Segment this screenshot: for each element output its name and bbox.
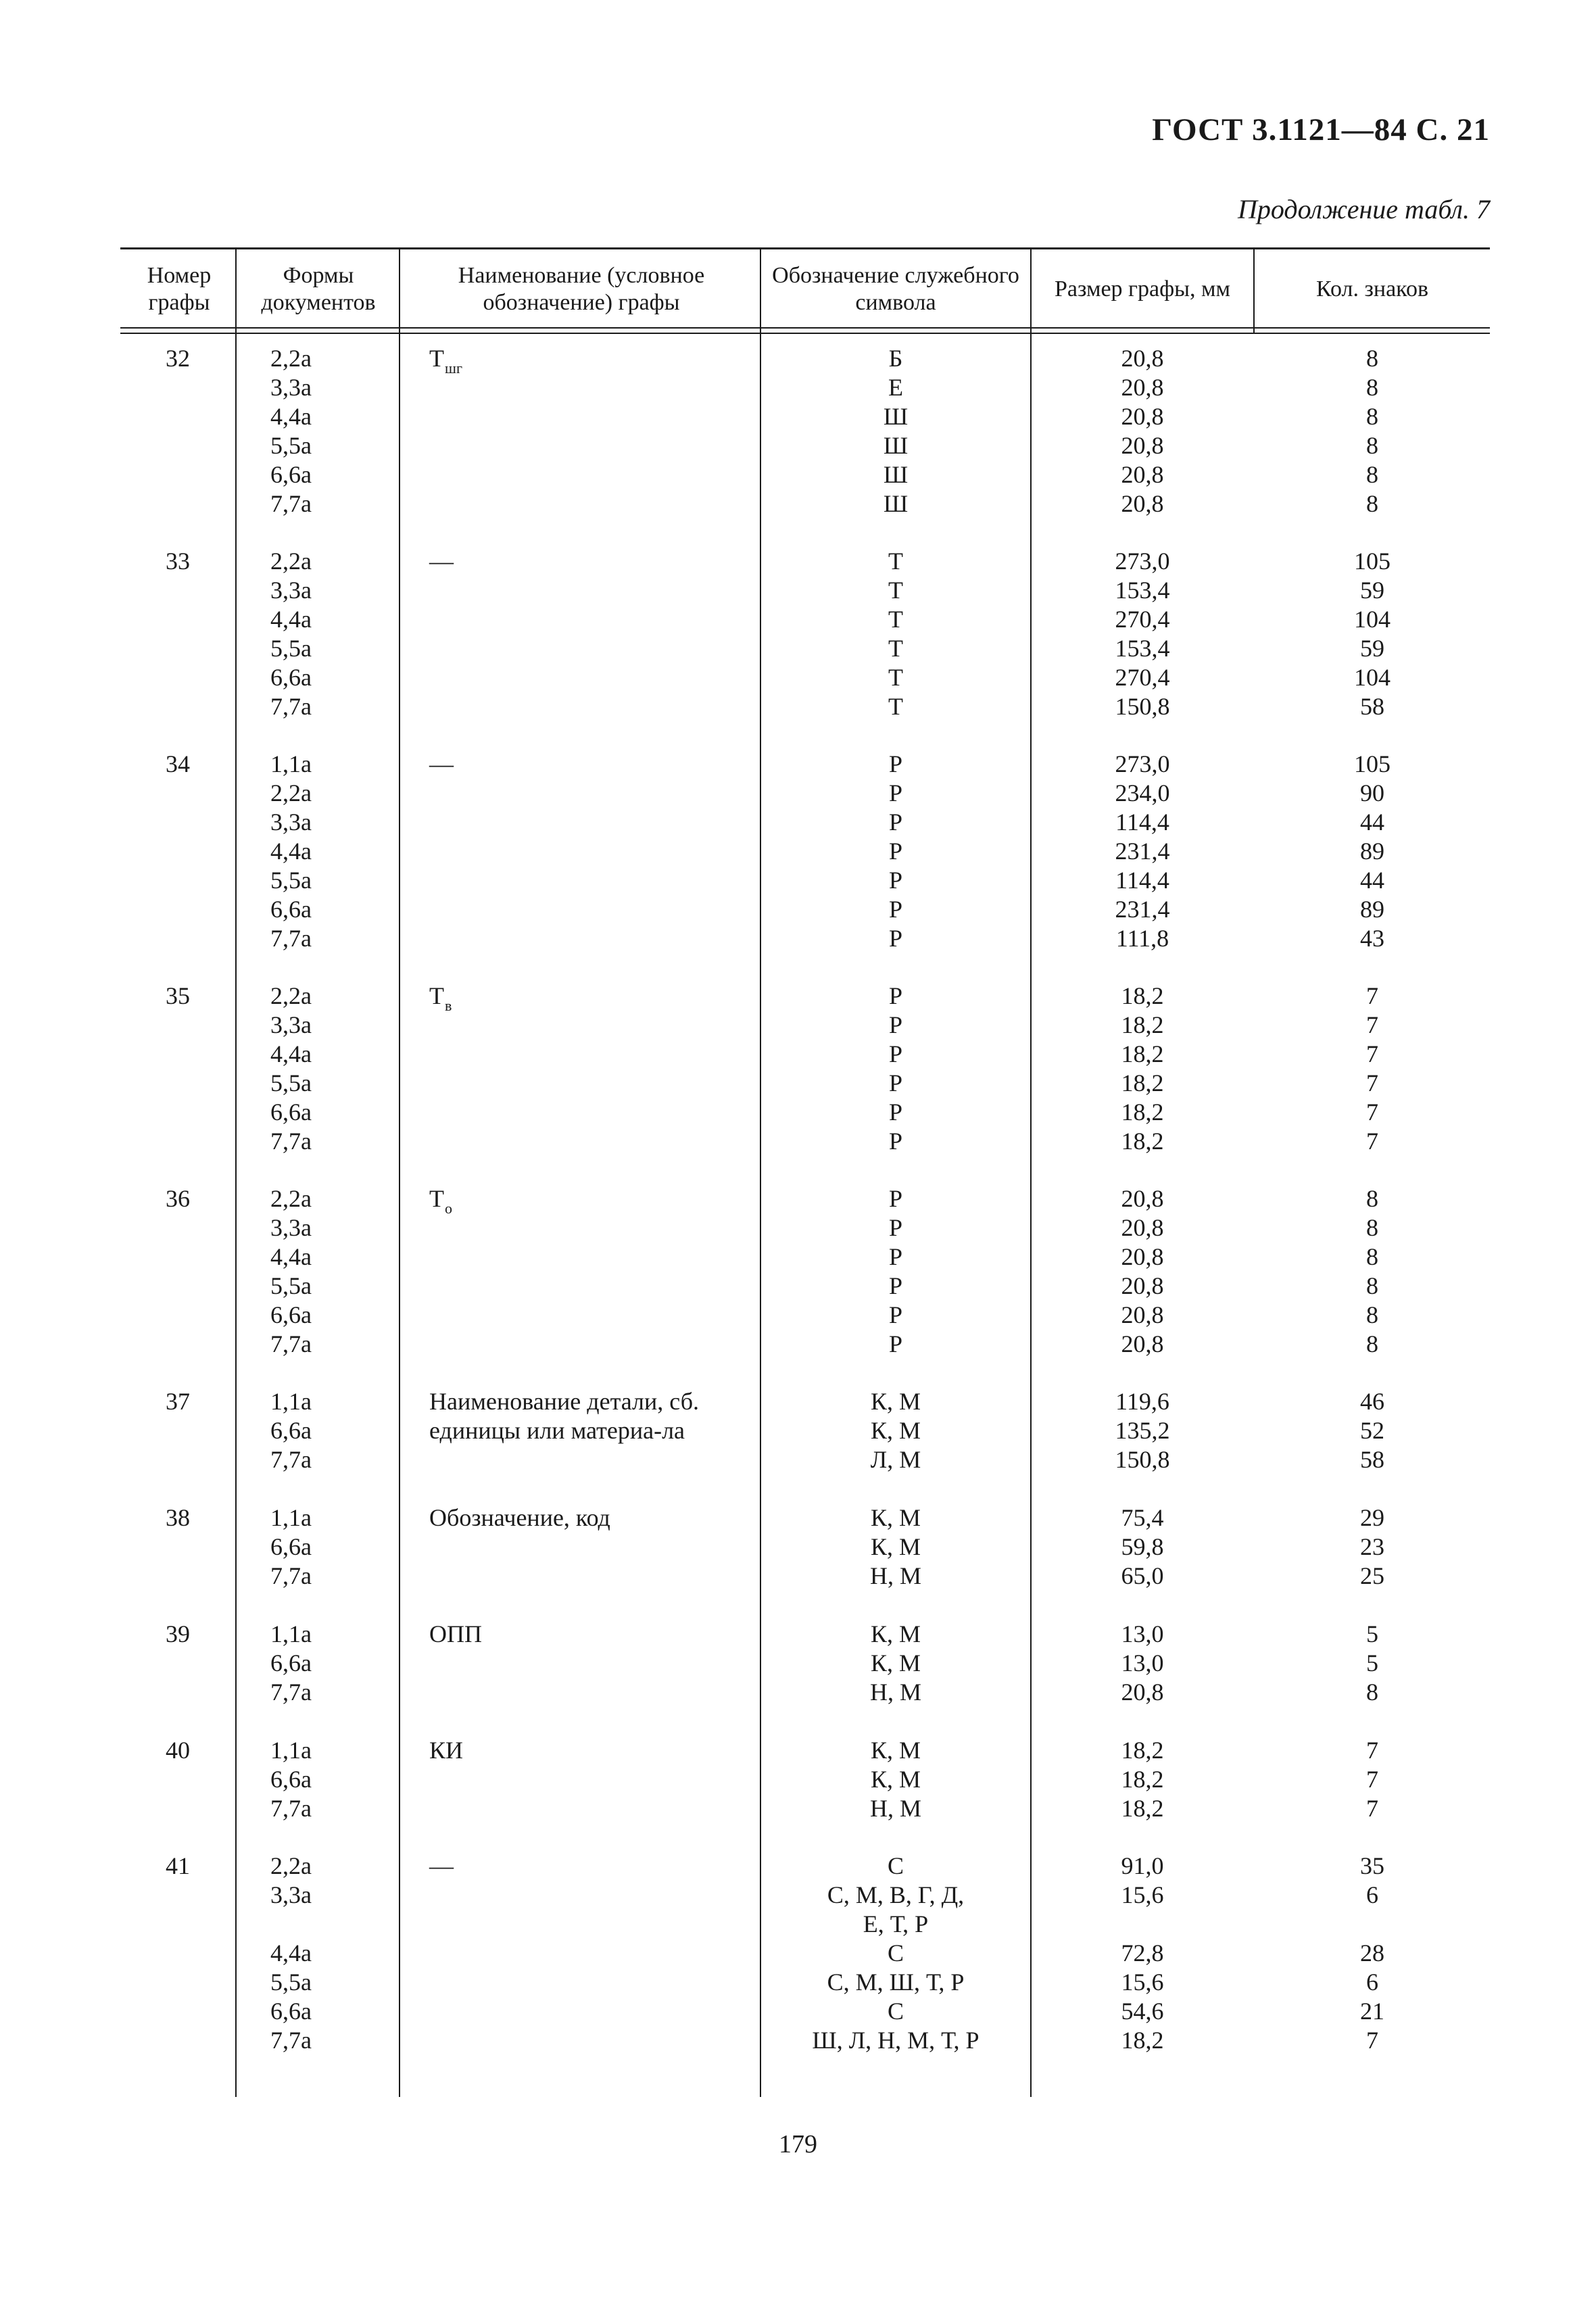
size-cell: 20,8 [1121,374,1164,401]
size-cell: 59,8 [1121,1533,1164,1560]
count-cell: 46 [1360,1388,1384,1415]
symbol-cell: Р [888,1185,903,1212]
form-cell: 2,2а [270,345,312,372]
column-name-cell: — [429,750,454,777]
size-cell: 15,6 [1121,1969,1164,1996]
form-cell: 5,5а [270,867,312,894]
count-cell: 105 [1354,750,1391,777]
form-cell: 1,1а [270,1737,312,1764]
count-cell: 6 [1366,1881,1378,1908]
symbol-cell: К, М [870,1533,921,1560]
size-cell: 18,2 [1121,1795,1164,1822]
column-name-cell: — [429,548,454,575]
count-cell: 5 [1366,1620,1378,1647]
size-cell: 18,2 [1121,1069,1164,1096]
name-subscript: шг [445,360,462,377]
form-cell: 3,3а [270,1011,312,1038]
size-cell: 18,2 [1121,1040,1164,1067]
column-divider [1253,247,1255,334]
size-cell: 150,8 [1115,1446,1170,1473]
count-cell: 5 [1366,1649,1378,1676]
page-number: 179 [779,2130,817,2158]
symbol-cell: С [887,1852,904,1879]
size-cell: 18,2 [1121,2027,1164,2054]
count-cell: 8 [1366,1679,1378,1706]
table-continuation-label: Продолжение табл. 7 [1237,194,1490,224]
count-cell: 8 [1366,374,1378,401]
count-cell: 58 [1360,693,1384,720]
count-cell: 8 [1366,1272,1378,1299]
symbol-cell: Ш [883,490,909,517]
size-cell: 91,0 [1121,1852,1164,1879]
size-cell: 54,6 [1121,1998,1164,2025]
count-cell [1255,1910,1490,1939]
column-name-cell: ОПП [429,1620,482,1647]
column-header-forms: Формы документов [261,263,376,315]
form-cell: 6,6а [270,1301,312,1328]
form-cell: 6,6а [270,1649,312,1676]
column-divider [235,247,237,2097]
name-subscript: о [445,1200,452,1217]
symbol-cell: Р [888,1011,903,1038]
count-cell: 7 [1366,1128,1378,1155]
size-cell: 13,0 [1121,1620,1164,1647]
symbol-cell: Ш, Л, Н, М, Т, Р [812,2027,980,2054]
size-cell [1032,1910,1253,1939]
symbol-cell: Б [888,345,903,372]
symbol-cell: Ш [883,403,909,430]
page-header-title: ГОСТ 3.1121—84 С. 21 [1152,112,1490,147]
form-cell: 4,4а [270,838,312,865]
name-symbol: Т [429,345,444,372]
form-cell: 6,6а [270,1417,312,1444]
size-cell: 20,8 [1121,432,1164,459]
count-cell: 90 [1360,779,1384,806]
symbol-cell: Ш [883,461,909,488]
symbol-cell: Н, М [869,1679,921,1706]
row-number: 35 [166,982,190,1009]
form-cell: 6,6а [270,664,312,691]
count-cell: 8 [1366,403,1378,430]
count-cell: 8 [1366,1243,1378,1270]
count-cell: 8 [1366,490,1378,517]
symbol-cell: К, М [870,1649,921,1676]
symbol-cell: К, М [870,1504,921,1531]
name-symbol: Т [429,982,444,1009]
count-cell: 7 [1366,982,1378,1009]
size-cell: 18,2 [1121,1011,1164,1038]
column-header-num: Номер графы [147,263,212,315]
form-cell: 2,2а [270,779,312,806]
symbol-cell: К, М [870,1388,921,1415]
size-cell: 65,0 [1121,1562,1164,1589]
form-cell: 3,3а [270,577,312,604]
form-cell: 5,5а [270,1969,312,1996]
size-cell: 20,8 [1121,461,1164,488]
symbol-cell: Р [888,779,903,806]
count-cell: 8 [1366,1214,1378,1241]
symbol-cell: Ш [883,432,909,459]
symbol-cell: Т [888,664,903,691]
symbol-cell: Т [888,577,903,604]
symbol-cell: С [887,1939,904,1967]
form-cell: 3,3а [270,809,312,836]
count-cell: 7 [1366,2027,1378,2054]
symbol-cell: С, М, Ш, Т, Р [827,1969,965,1996]
table-top-rule [120,247,1490,249]
size-cell: 270,4 [1115,606,1170,633]
count-cell: 52 [1360,1417,1384,1444]
form-cell: 4,4а [270,1040,312,1067]
symbol-cell: Р [888,750,903,777]
size-cell: 231,4 [1115,838,1170,865]
symbol-cell: Р [888,1330,903,1357]
name-symbol: Т [429,1185,444,1212]
symbol-cell: К, М [870,1417,921,1444]
row-number: 33 [166,548,190,575]
count-cell: 8 [1366,432,1378,459]
name-subscript: в [445,997,452,1014]
column-name-cell: Наименование детали, сб. единицы или материа-ла [429,1388,700,1444]
column-header-size: Размер графы, мм [1055,276,1230,301]
size-cell: 114,4 [1115,867,1169,894]
size-cell: 231,4 [1115,896,1170,923]
count-cell: 7 [1366,1011,1378,1038]
size-cell: 20,8 [1121,1214,1164,1241]
column-name-cell: — [429,1852,454,1879]
column-header-symbol: Обозначение служебного символа [772,263,1019,315]
form-cell: 7,7а [270,1679,312,1706]
size-cell: 20,8 [1121,490,1164,517]
size-cell: 111,8 [1115,925,1169,952]
table-header-rule-double [120,333,1490,334]
count-cell: 89 [1360,838,1384,865]
count-cell: 7 [1366,1040,1378,1067]
form-cell: 6,6а [270,1533,312,1560]
size-cell: 20,8 [1121,1330,1164,1357]
form-cell: 4,4а [270,1243,312,1270]
size-cell: 75,4 [1121,1504,1164,1531]
form-cell: 5,5а [270,1069,312,1096]
row-number: 37 [166,1388,190,1415]
count-cell: 25 [1360,1562,1384,1589]
size-cell: 20,8 [1121,345,1164,372]
size-cell: 72,8 [1121,1939,1164,1967]
row-number: 41 [166,1852,190,1879]
symbol-cell: Р [888,838,903,865]
size-cell: 18,2 [1121,1766,1164,1793]
form-cell: 6,6а [270,1099,312,1126]
count-cell: 7 [1366,1099,1378,1126]
count-cell: 35 [1360,1852,1384,1879]
count-cell: 8 [1366,345,1378,372]
form-cell: 3,3а [270,1881,312,1908]
column-header-count: Кол. знаков [1315,276,1429,301]
count-cell: 59 [1360,635,1384,662]
form-cell: 6,6а [270,461,312,488]
symbol-cell: Т [888,606,903,633]
size-cell: 18,2 [1121,1737,1164,1764]
form-cell: 6,6а [270,1766,312,1793]
size-cell: 153,4 [1115,577,1170,604]
size-cell: 234,0 [1115,779,1170,806]
count-cell: 21 [1360,1998,1384,2025]
count-cell: 7 [1366,1069,1378,1096]
count-cell: 28 [1360,1939,1384,1967]
count-cell: 29 [1360,1504,1384,1531]
form-cell: 5,5а [270,1272,312,1299]
count-cell: 8 [1366,1301,1378,1328]
count-cell: 8 [1366,461,1378,488]
symbol-cell: Р [888,896,903,923]
size-cell: 18,2 [1121,1128,1164,1155]
symbol-cell: Т [888,693,903,720]
symbol-cell: Р [888,1099,903,1126]
form-cell: 6,6а [270,1998,312,2025]
form-cell: 1,1а [270,1620,312,1647]
form-cell: 1,1а [270,1504,312,1531]
form-cell: 7,7а [270,1562,312,1589]
symbol-cell: Р [888,1128,903,1155]
count-cell: 8 [1366,1330,1378,1357]
count-cell: 44 [1360,809,1384,836]
count-cell: 23 [1360,1533,1384,1560]
form-cell: 3,3а [270,1214,312,1241]
symbol-cell: Р [888,1069,903,1096]
count-cell: 6 [1366,1969,1378,1996]
symbol-cell: Н, М [869,1562,921,1589]
size-cell: 18,2 [1121,1099,1164,1126]
count-cell: 59 [1360,577,1384,604]
form-cell: 4,4а [270,606,312,633]
size-cell: 273,0 [1115,750,1170,777]
size-cell: 20,8 [1121,1185,1164,1212]
size-cell: 20,8 [1121,1272,1164,1299]
row-number: 32 [166,345,190,372]
symbol-cell: Е [888,374,903,401]
count-cell: 7 [1366,1737,1378,1764]
symbol-cell: Р [888,1243,903,1270]
size-cell: 150,8 [1115,693,1170,720]
symbol-cell: Н, М [869,1795,921,1822]
size-cell: 20,8 [1121,403,1164,430]
symbol-cell: К, М [870,1766,921,1793]
symbol-cell: К, М [870,1620,921,1647]
form-cell: 1,1а [270,1388,312,1415]
symbol-cell: Р [888,925,903,952]
form-cell: 2,2а [270,548,312,575]
size-cell: 273,0 [1115,548,1170,575]
symbol-cell: Т [888,548,903,575]
count-cell: 58 [1360,1446,1384,1473]
symbol-cell: Р [888,982,903,1009]
count-cell: 89 [1360,896,1384,923]
size-cell: 20,8 [1121,1243,1164,1270]
row-number: 39 [166,1620,190,1647]
form-cell: 2,2а [270,982,312,1009]
column-name-cell: Обозначение, код [429,1504,610,1531]
size-cell: 119,6 [1115,1388,1169,1415]
column-name-cell: КИ [429,1737,464,1764]
size-cell: 18,2 [1121,982,1164,1009]
symbol-cell: Е, Т, Р [863,1910,929,1937]
symbol-cell: Т [888,635,903,662]
symbol-cell: Р [888,1301,903,1328]
form-cell: 7,7а [270,2027,312,2054]
symbol-cell: Р [888,1040,903,1067]
count-cell: 105 [1354,548,1391,575]
form-cell: 7,7а [270,1128,312,1155]
size-cell: 114,4 [1115,809,1169,836]
row-number: 38 [166,1504,190,1531]
column-header-name: Наименование (условное обозначение) графы [458,263,705,315]
column-divider [399,247,400,2097]
count-cell: 43 [1360,925,1384,952]
count-cell: 7 [1366,1766,1378,1793]
form-cell: 4,4а [270,1939,312,1967]
row-number: 34 [166,750,190,777]
row-number: 36 [166,1185,190,1212]
column-name-cell [429,1184,740,1217]
symbol-cell: Р [888,1272,903,1299]
form-cell: 7,7а [270,693,312,720]
count-cell: 104 [1354,664,1391,691]
size-cell: 270,4 [1115,664,1170,691]
size-cell: 153,4 [1115,635,1170,662]
size-cell: 135,2 [1115,1417,1170,1444]
form-cell: 1,1а [270,750,312,777]
count-cell: 7 [1366,1795,1378,1822]
symbol-cell: С, М, В, Г, Д, [827,1881,965,1908]
symbol-cell: С [887,1998,904,2025]
count-cell: 44 [1360,867,1384,894]
form-cell: 2,2а [270,1185,312,1212]
column-name-cell [429,344,740,377]
count-cell: 8 [1366,1185,1378,1212]
symbol-cell: Л, М [870,1446,921,1473]
count-cell: 104 [1354,606,1391,633]
form-cell: 2,2а [270,1852,312,1879]
form-cell: 6,6а [270,896,312,923]
form-cell: 7,7а [270,925,312,952]
form-cell: 3,3а [270,374,312,401]
form-cell: 7,7а [270,1795,312,1822]
size-cell: 20,8 [1121,1679,1164,1706]
size-cell: 13,0 [1121,1649,1164,1676]
column-name-cell [429,982,740,1014]
form-cell: 7,7а [270,490,312,517]
symbol-cell: Р [888,809,903,836]
form-cell: 7,7а [270,1330,312,1357]
row-number: 40 [166,1737,190,1764]
form-cell: 4,4а [270,403,312,430]
form-cell: 5,5а [270,432,312,459]
symbol-cell: Р [888,867,903,894]
symbol-cell: Р [888,1214,903,1241]
form-cell: 7,7а [270,1446,312,1473]
symbol-cell: К, М [870,1737,921,1764]
size-cell: 20,8 [1121,1301,1164,1328]
form-cell: 5,5а [270,635,312,662]
size-cell: 15,6 [1121,1881,1164,1908]
